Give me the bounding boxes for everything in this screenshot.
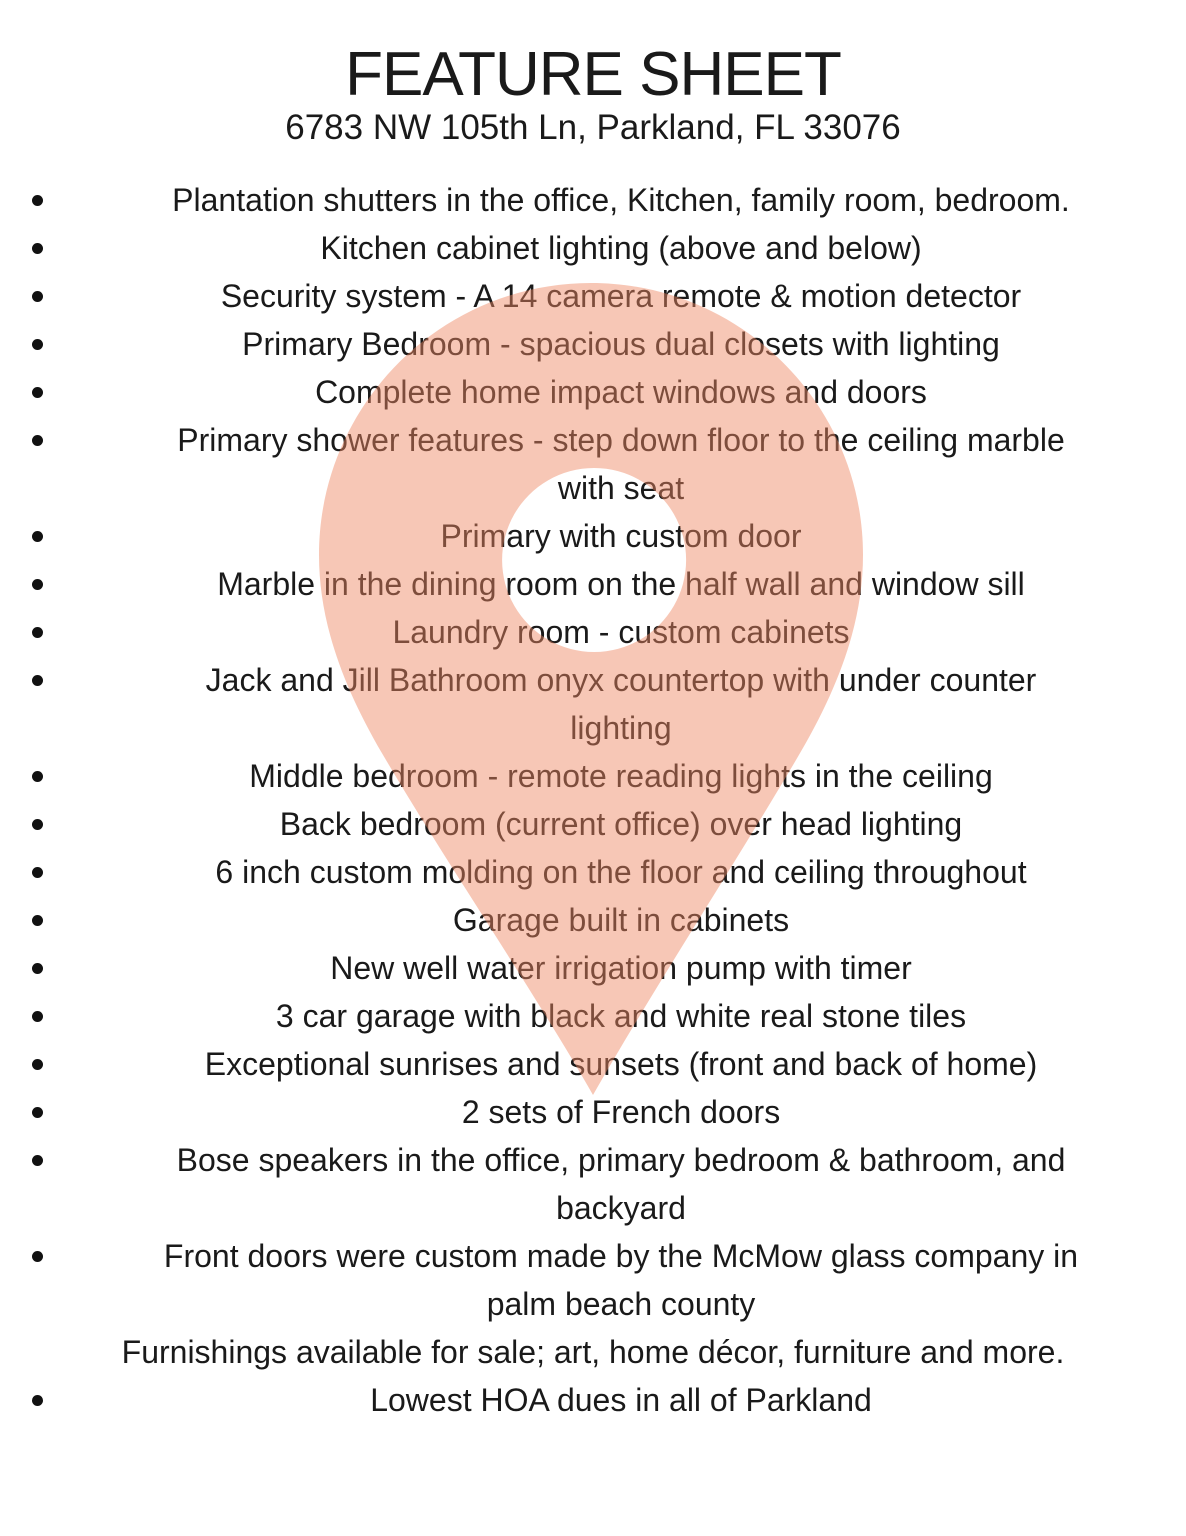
feature-item xyxy=(56,1376,1186,1424)
feature-item xyxy=(56,1088,1186,1136)
bullet-dot xyxy=(32,243,43,254)
bullet-dot xyxy=(32,675,43,686)
bullet-dot xyxy=(32,627,43,638)
bullet-dot xyxy=(32,1011,43,1022)
feature-line: Bose speakers in the office, primary bedroom & bathroom, and xyxy=(176,1142,1066,1179)
bullet-dot xyxy=(32,1395,43,1406)
feature-item xyxy=(56,752,1186,800)
feature-line: Marble in the dining room on the half wall and window sill xyxy=(217,566,1025,603)
feature-line: Furnishings available for sale; art, home décor, furniture and more. xyxy=(121,1334,1065,1371)
feature-line: backyard xyxy=(556,1190,686,1227)
feature-item xyxy=(56,176,1186,224)
feature-line: 6 inch custom molding on the floor and ceiling throughout xyxy=(215,854,1027,891)
feature-line: Garage built in cabinets xyxy=(452,902,790,939)
page-title: FEATURE SHEET xyxy=(345,40,841,109)
feature-line: Primary with custom door xyxy=(440,518,802,555)
feature-line: Complete home impact windows and doors xyxy=(315,374,927,411)
feature-item xyxy=(56,848,1186,896)
feature-line: Middle bedroom - remote reading lights in the ceiling xyxy=(249,758,993,795)
bullet-dot xyxy=(32,339,43,350)
bullet-dot xyxy=(32,1059,43,1070)
feature-item xyxy=(56,512,1186,560)
feature-item xyxy=(56,416,1186,512)
bullet-dot xyxy=(32,195,43,206)
bullet-dot xyxy=(32,819,43,830)
feature-line: New well water irrigation pump with timer xyxy=(330,950,912,987)
feature-item xyxy=(56,272,1186,320)
feature-list xyxy=(0,176,1186,1424)
bullet-dot xyxy=(32,1107,43,1118)
feature-line: Lowest HOA dues in all of Parkland xyxy=(370,1382,872,1419)
bullet-dot xyxy=(32,963,43,974)
feature-line: palm beach county xyxy=(486,1286,756,1323)
feature-item xyxy=(0,1328,1186,1376)
bullet-dot xyxy=(32,291,43,302)
feature-line: Security system - A 14 camera remote & motion detector xyxy=(220,278,1022,315)
feature-item xyxy=(56,1040,1186,1088)
bullet-dot xyxy=(32,1251,43,1262)
feature-line: Front doors were custom made by the McMow glass company in xyxy=(163,1238,1079,1275)
feature-item xyxy=(56,800,1186,848)
bullet-dot xyxy=(32,915,43,926)
bullet-dot xyxy=(32,1155,43,1166)
feature-line: Primary shower features - step down floor to the ceiling marble xyxy=(177,422,1065,459)
feature-item xyxy=(56,224,1186,272)
bullet-dot xyxy=(32,867,43,878)
bullet-dot xyxy=(32,435,43,446)
feature-line: Jack and Jill Bathroom onyx countertop with under counter xyxy=(205,662,1037,699)
feature-line: lighting xyxy=(570,710,672,747)
feature-line: Plantation shutters in the office, Kitchen, family room, bedroom. xyxy=(172,182,1070,219)
bullet-dot xyxy=(32,387,43,398)
feature-item xyxy=(56,992,1186,1040)
feature-item xyxy=(56,944,1186,992)
feature-item xyxy=(56,656,1186,752)
feature-item xyxy=(56,560,1186,608)
bullet-dot xyxy=(32,771,43,782)
feature-item xyxy=(56,896,1186,944)
feature-line: Exceptional sunrises and sunsets (front and back of home) xyxy=(204,1046,1038,1083)
feature-line: 2 sets of French doors xyxy=(461,1094,781,1131)
feature-line: Kitchen cabinet lighting (above and below) xyxy=(320,230,922,267)
feature-line: Primary Bedroom - spacious dual closets with lighting xyxy=(242,326,1000,363)
feature-item xyxy=(56,368,1186,416)
feature-line: 3 car garage with black and white real stone tiles xyxy=(275,998,967,1035)
feature-line: Back bedroom (current office) over head lighting xyxy=(279,806,963,843)
feature-item xyxy=(56,1232,1186,1328)
bullet-dot xyxy=(32,579,43,590)
feature-item xyxy=(56,320,1186,368)
page-header xyxy=(0,42,1186,149)
property-address: 6783 NW 105th Ln, Parkland, FL 33076 xyxy=(285,108,901,148)
feature-line: with seat xyxy=(557,470,685,507)
feature-item xyxy=(56,608,1186,656)
feature-line: Laundry room - custom cabinets xyxy=(392,614,850,651)
bullet-dot xyxy=(32,531,43,542)
feature-item xyxy=(56,1136,1186,1232)
